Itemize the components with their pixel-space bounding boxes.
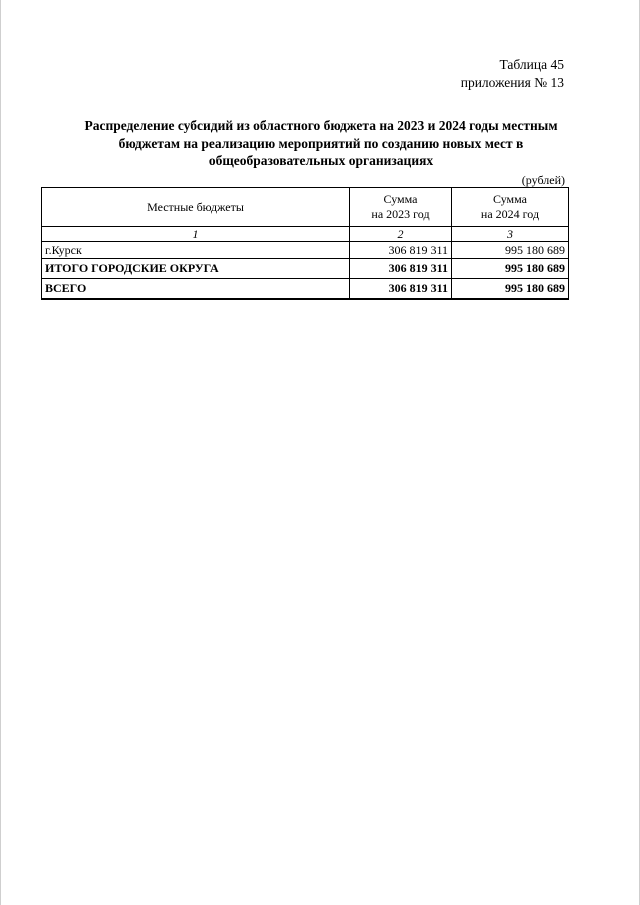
- column-number-2: 2: [350, 227, 452, 242]
- header-sum-2024: [452, 188, 569, 227]
- table-header-row: [42, 188, 569, 227]
- table-row: [42, 242, 569, 259]
- subtotal-sum-2023: 306 819 311: [350, 259, 452, 279]
- subtotal-row: [42, 259, 569, 279]
- reference-table-number: Таблица 45: [499, 57, 564, 72]
- subtotal-sum-2024: 995 180 689: [452, 259, 569, 279]
- units-label: (рублей): [521, 173, 565, 187]
- total-sum-2023: 306 819 311: [350, 279, 452, 300]
- header-sum-2023-line1: Сумма: [383, 192, 418, 206]
- document-title: [41, 117, 601, 170]
- total-label: ВСЕГО: [42, 279, 350, 300]
- reference-appendix-number: приложения № 13: [460, 75, 564, 90]
- row-budget-name: г.Курск: [42, 242, 350, 259]
- header-sum-2024-line2: на 2024 год: [480, 207, 540, 221]
- header-sum-2023-line2: на 2023 год: [371, 207, 430, 221]
- column-numbers-row: [42, 227, 569, 242]
- header-sum-2023: [350, 188, 452, 227]
- title-line-1: Распределение субсидий из областного бюджета на 2023 и 2024 годы местным: [84, 118, 558, 133]
- subsidy-table: [41, 187, 569, 300]
- total-row: [42, 279, 569, 300]
- title-line-3: общеобразовательных организациях: [208, 153, 434, 168]
- column-number-1: 1: [42, 227, 350, 242]
- header-sum-2024-line1: Сумма: [493, 192, 527, 206]
- row-sum-2024: 995 180 689: [452, 242, 569, 259]
- total-sum-2024: 995 180 689: [452, 279, 569, 300]
- table-reference: [461, 56, 564, 92]
- title-line-2: бюджетам на реализацию мероприятий по созданию новых мест в: [118, 135, 524, 151]
- row-sum-2023: 306 819 311: [350, 242, 452, 259]
- header-local-budgets: Местные бюджеты: [42, 188, 350, 227]
- subtotal-label: ИТОГО ГОРОДСКИЕ ОКРУГА: [42, 259, 350, 279]
- column-number-3: 3: [452, 227, 569, 242]
